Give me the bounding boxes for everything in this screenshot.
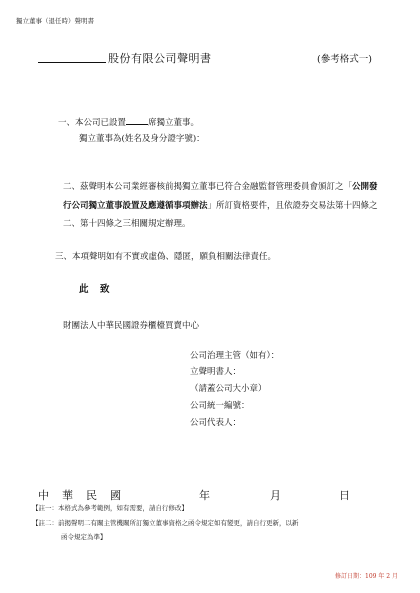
item-1-suffix: 席獨立董事。	[148, 118, 200, 128]
company-name-blank	[38, 50, 106, 63]
note-2-continued: 函令規定為準】	[61, 533, 107, 541]
governance-officer-label: 公司治理主管（如有）：	[190, 351, 280, 361]
item-2	[63, 178, 381, 234]
note-2: 【註二：前揭聲明二有關主管機關所訂獨立董事資格之函令規定如有變更，請自行更新，以新	[32, 519, 299, 527]
date-republic: 中 華 民 國	[38, 489, 122, 502]
note-1: 【註一：本格式為參考範例，如有需要，請自行修改】	[32, 504, 188, 512]
company-id-label: 公司統一編號：	[190, 401, 250, 411]
declarant-label: 立聲明書人：	[190, 367, 242, 377]
seal-note: （請蓋公司大小章）	[190, 384, 267, 394]
item-1	[58, 115, 199, 131]
revision-date: 修訂日期：109 年 2 月	[335, 573, 398, 580]
seat-count-blank	[126, 115, 148, 125]
item-2-suffix: 」所訂資格要件，且依證券交易法第十四條之二、第十四條之三相關規定辦理。	[63, 200, 378, 229]
item-2-prefix: 二、茲聲明本公司業經審核前揭獨立董事已符合金融監督管理委員會頒訂之「	[63, 182, 353, 192]
closing-phrase: 此 致	[79, 284, 111, 295]
date-year: 年	[199, 489, 210, 502]
date-day: 日	[339, 489, 350, 502]
item-3: 三、本項聲明如有不實或虛偽、隱匿，願負相關法律責任。	[55, 252, 277, 262]
page-header: 獨立董事（退任時）聲明書	[16, 17, 94, 25]
date-month: 月	[270, 489, 281, 502]
item-1-line-2: 獨立董事為(姓名及身分證字號)：	[79, 134, 205, 144]
representative-label: 公司代表人：	[190, 418, 242, 428]
item-2-regulation-name: 公開發行公司獨立董事設置及應遵循事項辦法	[63, 182, 378, 211]
recipient: 財團法人中華民國證券櫃檯買賣中心	[63, 321, 200, 331]
format-label: (參考格式一)	[317, 54, 372, 65]
item-1-prefix: 一、本公司已設置	[58, 118, 127, 128]
page-title: 股份有限公司聲明書	[108, 52, 212, 65]
